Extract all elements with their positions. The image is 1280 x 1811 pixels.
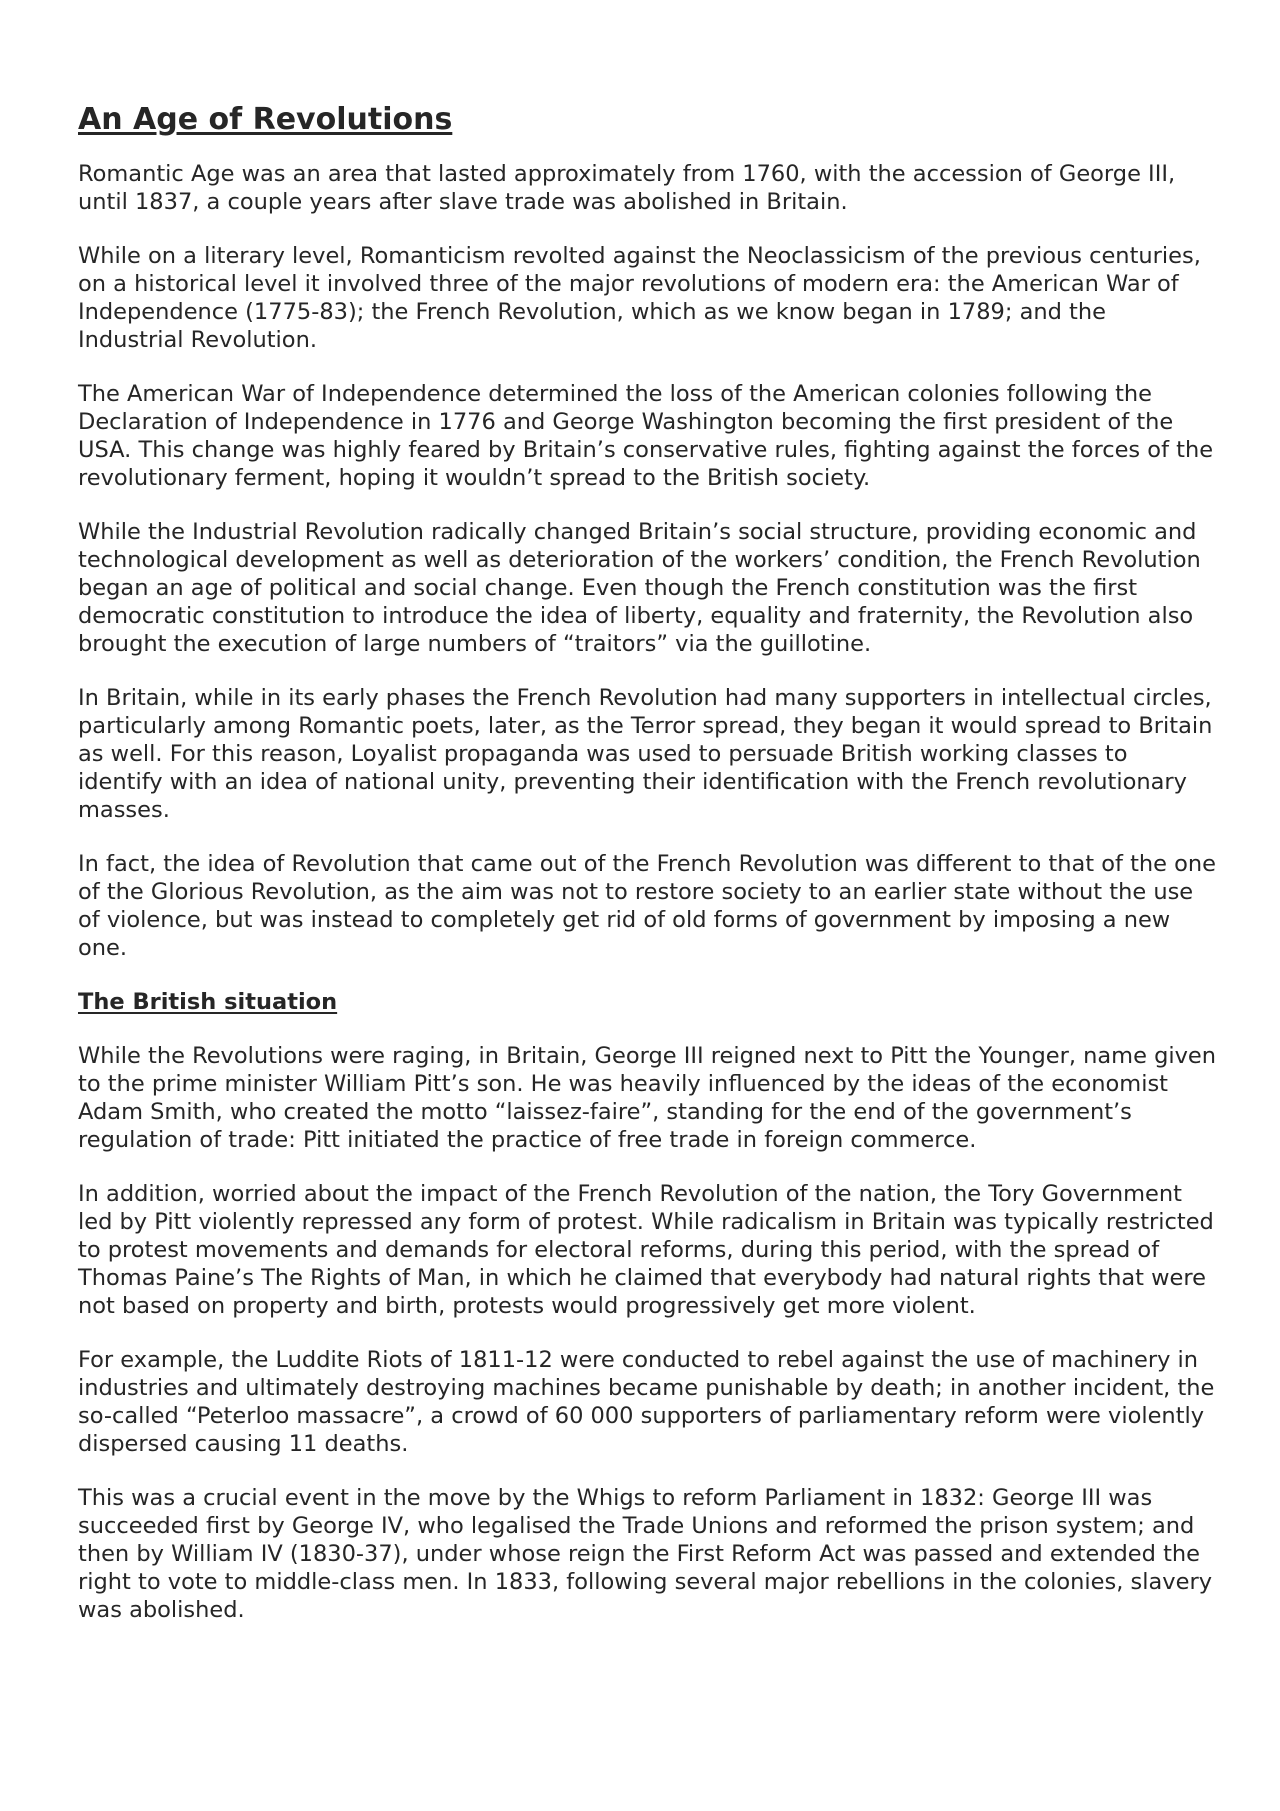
- paragraph-american-war: The American War of Independence determined the loss of the American colonies following the Declaration of Independence in 1776 and George Washington becoming the first president of the USA. This change was highly feared by Britain’s conservative rules, fighting against the forces of the revolutionary ferment, hoping it wouldn’t spread to the British society.: [78, 381, 1214, 491]
- paragraph-romantic-age: Romantic Age was an area that lasted approximately from 1760, with the accession of George III, until 1837, a couple years after slave trade was abolished in Britain.: [78, 161, 1176, 215]
- paragraph-industrial-french: While the Industrial Revolution radically changed Britain’s social structure, providing economic and technological development as well as deterioration of the workers’ condition, the French Revolution began an age of political and social change. Even though the French constitution was the first democratic constitution to introduce the idea of liberty, equality and fraternity, the Revolution also brought the execution of large numbers of “traitors” via the guillotine.: [78, 519, 1201, 657]
- paragraph-romanticism-revolutions: While on a literary level, Romanticism revolted against the Neoclassicism of the previous centuries, on a historical level it involved three of the major revolutions of modern era: the American War of Independence (1775-83); the French Revolution, which as we know began in 1789; and the Industrial Revolution.: [78, 243, 1201, 353]
- paragraph-britain-supporters: In Britain, while in its early phases the French Revolution had many supporters in intellectual circles, particularly among Romantic poets, later, as the Terror spread, they began it would spread to Britain as well. For this reason, Loyalist propaganda was used to persuade British working classes to identify with an idea of national unity, preventing their identification with the French revolutionary masses.: [78, 685, 1213, 823]
- paragraph-reform-parliament: This was a crucial event in the move by the Whigs to reform Parliament in 1832: George III was succeeded first by George IV, who legalised the Trade Unions and reformed the prison system; and then by William IV (1830-37), under whose reign the First Reform Act was passed and extended the right to vote to middle-class men. In 1833, following several major rebellions in the colonies, slavery was abolished.: [78, 1485, 1213, 1623]
- section-heading-british-situation: The British situation: [78, 989, 338, 1015]
- paragraph-george-iii-pitt: While the Revolutions were raging, in Britain, George III reigned next to Pitt the Younger, name given to the prime minister William Pitt’s son. He was heavily influenced by the ideas of the economist Adam Smith, who created the motto “laissez-faire”, standing for the end of the government’s regulation of trade: Pitt initiated the practice of free trade in foreign commerce.: [78, 1043, 1217, 1153]
- document-page: [78, 100, 1218, 1650]
- page-title: An Age of Revolutions: [78, 102, 453, 137]
- paragraph-luddite-peterloo: For example, the Luddite Riots of 1811-12 were conducted to rebel against the use of machinery in industries and ultimately destroying machines became punishable by death; in another incident, the so-called “Peterloo massacre”, a crowd of 60 000 supporters of parliamentary reform were violently dispersed causing 11 deaths.: [78, 1347, 1215, 1457]
- paragraph-idea-of-revolution: In fact, the idea of Revolution that came out of the French Revolution was different to that of the one of the Glorious Revolution, as the aim was not to restore society to an earlier state without the use of violence, but was instead to completely get rid of old forms of government by imposing a new one.: [78, 851, 1217, 961]
- paragraph-tory-repression: In addition, worried about the impact of the French Revolution of the nation, the Tory Government led by Pitt violently repressed any form of protest. While radicalism in Britain was typically restricted to protest movements and demands for electoral reforms, during this period, with the spread of Thomas Paine’s The Rights of Man, in which he claimed that everybody had natural rights that were not based on property and birth, protests would progressively get more violent.: [78, 1181, 1214, 1319]
